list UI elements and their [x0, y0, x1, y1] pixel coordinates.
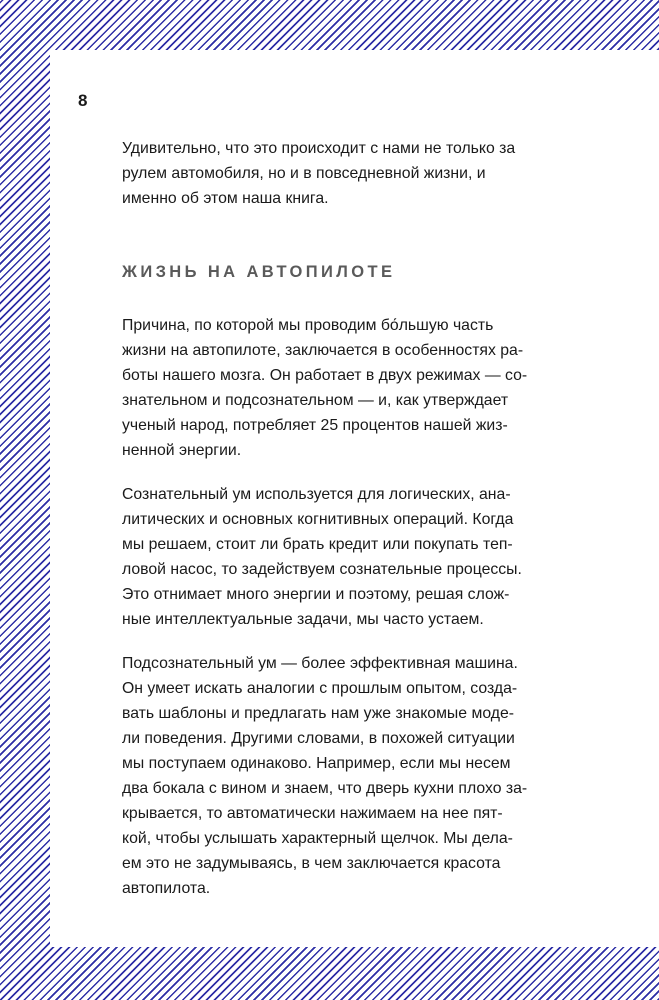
- book-page: [50, 50, 659, 947]
- text-line: Причина, по которой мы проводим бо́льшую часть: [122, 317, 494, 334]
- paragraph-3: [122, 651, 562, 901]
- text-line: два бокала с вином и знаем, что дверь кухни плохо за-: [122, 780, 528, 797]
- text-line: мы поступаем одинаково. Например, если мы несем: [122, 755, 511, 772]
- text-line: мы решаем, стоит ли брать кредит или покупать теп-: [122, 536, 513, 553]
- text-line: жизни на автопилоте, заключается в особенностях ра-: [122, 342, 524, 359]
- text-line: именно об этом наша книга.: [122, 190, 329, 207]
- text-line: литических и основных когнитивных операций. Когда: [122, 511, 514, 528]
- section-heading: ЖИЗНЬ НА АВТОПИЛОТЕ: [122, 263, 396, 281]
- text-line: ненной энергии.: [122, 442, 242, 459]
- text-line: ные интеллектуальные задачи, мы часто устаем.: [122, 611, 484, 628]
- text-line: кой, чтобы услышать характерный щелчок. Мы дела-: [122, 830, 513, 847]
- text-line: ловой насос, то задействуем сознательные процессы.: [122, 561, 522, 578]
- text-line: знательном и подсознательном — и, как утверждает: [122, 392, 509, 409]
- text-line: Это отнимает много энергии и поэтому, решая слож-: [122, 586, 510, 603]
- paragraph-1: [122, 313, 562, 463]
- text-line: боты нашего мозга. Он работает в двух режимах — со-: [122, 367, 528, 384]
- text-line: Сознательный ум используется для логических, ана-: [122, 486, 511, 503]
- text-line: автопилота.: [122, 880, 211, 897]
- text-line: крывается, то автоматически нажимаем на нее пят-: [122, 805, 503, 822]
- text-line: ученый народ, потребляет 25 процентов нашей жиз-: [122, 417, 508, 434]
- text-line: Он умеет искать аналогии с прошлым опытом, созда-: [122, 680, 518, 697]
- text-line: ли поведения. Другими словами, в похожей ситуации: [122, 730, 515, 747]
- page-number: 8: [78, 91, 88, 110]
- text-line: рулем автомобиля, но и в повседневной жизни, и: [122, 165, 486, 182]
- paragraph-2: [122, 482, 562, 632]
- text-line: ем это не задумываясь, в чем заключается красота: [122, 855, 501, 872]
- text-line: Удивительно, что это происходит с нами не только за: [122, 140, 516, 157]
- intro-paragraph: [122, 136, 562, 211]
- page-content: [122, 136, 562, 901]
- text-line: Подсознательный ум — более эффективная машина.: [122, 655, 518, 672]
- text-line: вать шаблоны и предлагать нам уже знакомые моде-: [122, 705, 515, 722]
